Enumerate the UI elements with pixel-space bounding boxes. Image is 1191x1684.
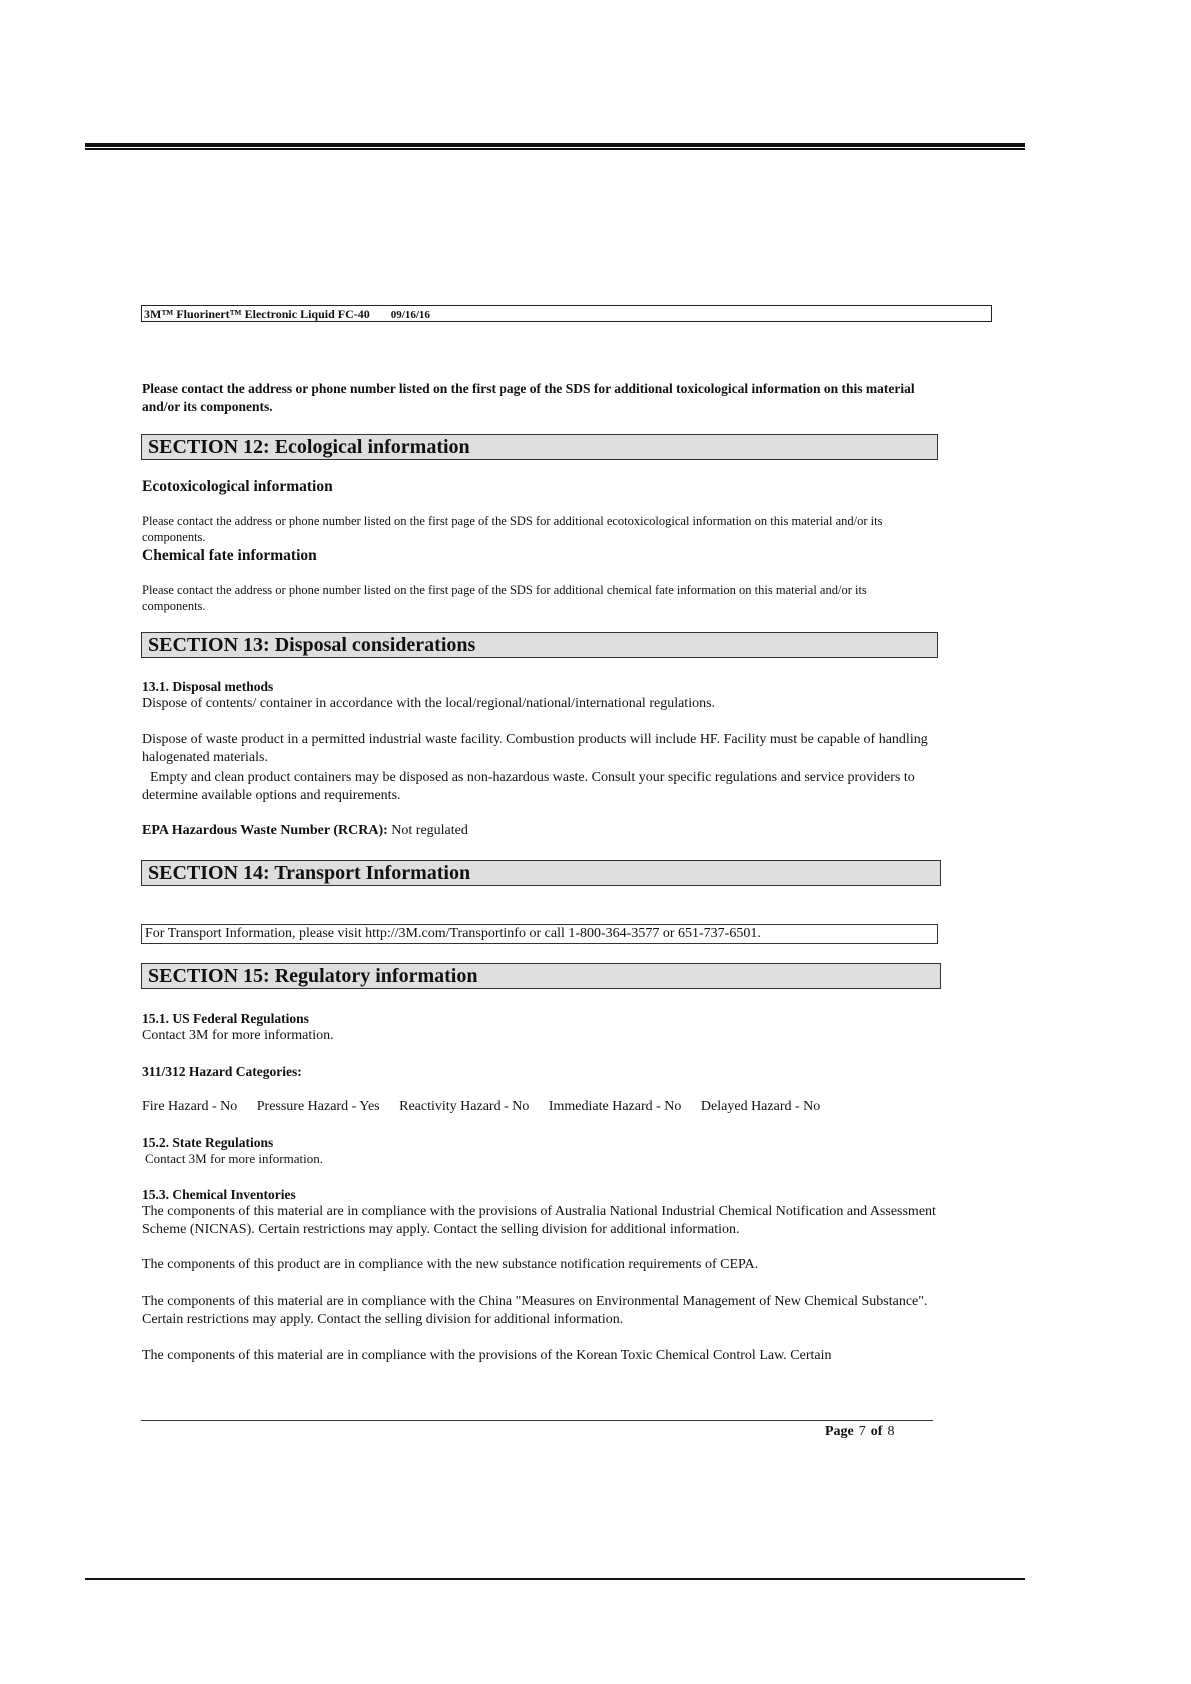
page-total: 8 [887,1424,895,1439]
of-label: of [870,1424,883,1439]
document-header [141,305,992,322]
page-current: 7 [858,1424,866,1439]
disposal-waste-text: Dispose of waste product in a permitted industrial waste facility. Combustion products will include HF. Facility must be capable of handling halogenated materials. [142,732,928,765]
section-13-title: SECTION 13: Disposal considerations [141,632,938,658]
revision-date: 09/16/16 [390,309,430,321]
page-label: Page [825,1424,854,1439]
epa-waste-number [142,822,942,840]
inventory-china: The components of this material are in compliance with the China "Measures on Environmental Management of New Chemical Substance". Certain restrictions may apply. Contact the selling division for additional information. [142,1294,928,1327]
inventory-australia: The components of this material are in compliance with the provisions of Australia National Industrial Chemical Notification and Assessment Scheme (NICNAS). Certain restrictions may apply. Contact the selling division for additional information. [142,1204,936,1237]
footer-rule [141,1420,933,1421]
chemical-inventories-heading: 15.3. Chemical Inventories [142,1187,296,1202]
disposal-container-text: Empty and clean product containers may be disposed as non-hazardous waste. Consult your specific regulations and service providers to determine available options and requirements. [142,770,915,803]
section-14-title: SECTION 14: Transport Information [141,860,941,886]
product-name: 3M™ Fluorinert™ Electronic Liquid FC-40 [144,307,370,321]
transport-info-box: For Transport Information, please visit http://3M.com/Transportinfo or call 1-800-364-3577 or 651-737-6501. [141,924,938,944]
ecotox-text: Please contact the address or phone number listed on the first page of the SDS for additional ecotoxicological information on this material and/or its components. [142,514,883,544]
ecotox-heading: Ecotoxicological information [142,478,333,495]
disposal-methods-heading: 13.1. Disposal methods [142,679,274,694]
inventory-korea: The components of this material are in compliance with the provisions of the Korean Toxic Chemical Control Law. Certain [142,1348,832,1363]
chemical-fate-text: Please contact the address or phone number listed on the first page of the SDS for additional chemical fate information on this material and/or its components. [142,583,867,613]
epa-label: EPA Hazardous Waste Number (RCRA): [142,823,388,838]
toxicological-note: Please contact the address or phone number listed on the first page of the SDS for additional toxicological information on this material and/or its components. [142,381,915,414]
hazard-item: Reactivity Hazard - No [399,1099,530,1114]
chemical-fate-heading: Chemical fate information [142,547,317,564]
hazard-item: Immediate Hazard - No [548,1099,682,1114]
bottom-rule [85,1578,1025,1580]
hazard-item: Pressure Hazard - Yes [256,1099,380,1114]
hazard-categories [142,1099,836,1115]
us-federal-heading: 15.1. US Federal Regulations [142,1011,309,1026]
page-number [825,1424,899,1440]
hazard-item: Delayed Hazard - No [700,1099,821,1114]
epa-value: Not regulated [391,823,468,838]
disposal-line: Dispose of contents/ container in accordance with the local/regional/national/international regulations. [142,696,716,711]
section-15-title: SECTION 15: Regulatory information [141,963,941,989]
hazard-item: Fire Hazard - No [142,1099,238,1114]
inventory-cepa: The components of this product are in compliance with the new substance notification requirements of CEPA. [142,1257,759,1272]
us-federal-text: Contact 3M for more information. [142,1028,334,1043]
hazard-categories-heading: 311/312 Hazard Categories: [142,1064,302,1079]
section-12-title: SECTION 12: Ecological information [141,434,938,460]
state-regulations-heading: 15.2. State Regulations [142,1135,274,1150]
state-regulations-text: Contact 3M for more information. [145,1151,323,1166]
top-rule [85,143,1025,147]
top-rule-thin [85,148,1025,150]
